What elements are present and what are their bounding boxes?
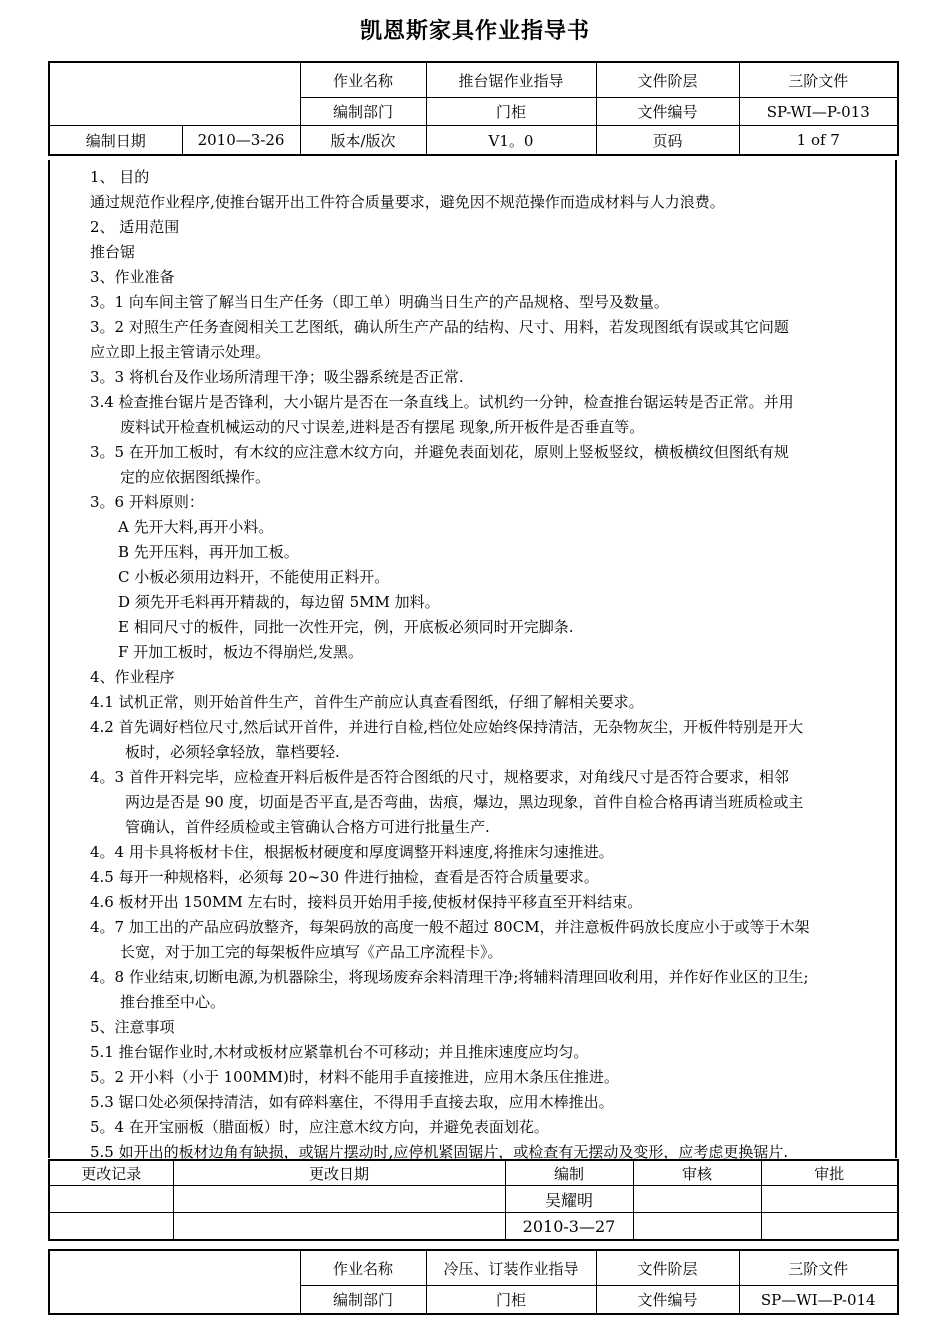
footer-file-level-label: 文件阶层 [596, 1250, 739, 1286]
body-line: 通过规范作业程序,使推台锯开出工件符合质量要求，避免因不规范操作而造成材料与人力浪费。 [90, 193, 725, 211]
body-line: D 须先开毛料再开精裁的，每边留 5MM 加料。 [118, 593, 440, 611]
date-value: 2010—3-26 [182, 126, 300, 156]
dept-label: 编制部门 [300, 98, 426, 126]
body-line: 3。1 向车间主管了解当日生产任务（即工单）明确当日生产的产品规格、型号及数量。 [90, 293, 669, 311]
body-line: 3。2 对照生产任务查阅相关工艺图纸，确认所生产产品的结构、尺寸、用料，若发现图纸有误或其它问题 [90, 318, 789, 336]
approve-cell [761, 1213, 898, 1241]
body-line: E 相同尺寸的板件，同批一次性开完，例，开底板必须同时开完脚条. [118, 618, 574, 636]
body-line: 5.1 推台锯作业时,木材或板材应紧靠机台不可移动；并且推床速度应均匀。 [90, 1043, 589, 1061]
footer-dept-label: 编制部门 [300, 1286, 426, 1315]
approve-label: 审批 [761, 1160, 898, 1186]
footer-blank-cell [49, 1250, 300, 1314]
body-line: 4、作业程序 [90, 668, 175, 686]
body-line: 4.6 板材开出 150MM 左右时，接料员开始用手接,使板材保持平移直至开料结束。 [90, 893, 643, 911]
change-date-label: 更改日期 [173, 1160, 505, 1186]
body-line: 4。4 用卡具将板材卡住，根据板材硬度和厚度调整开料速度,将推床匀速推进。 [90, 843, 614, 861]
page-label: 页码 [596, 126, 739, 156]
body-line: 4。7 加工出的产品应码放整齐，每架码放的高度一般不超过 80CM，并注意板件码放长度应小于或等于木架 [90, 918, 810, 936]
date-label: 编制日期 [49, 126, 182, 156]
change-date-cell [173, 1213, 505, 1241]
document-title: 凯恩斯家具作业指导书 [359, 19, 590, 44]
body-line: 3.4 检查推台锯片是否锋利，大小锯片是否在一条直线上。试机约一分钟，检查推台锯运转是否正常。并用 [90, 393, 794, 411]
body-line: 5.5 如开出的板材边角有缺损，或锯片摆动时,应停机紧固锯片，或检查有无摆动及变形，应考虑更换锯片. [90, 1143, 789, 1161]
change-record-cell [49, 1213, 173, 1241]
body-line: B 先开压料，再开加工板。 [118, 543, 299, 561]
change-record-table [48, 1159, 899, 1241]
body-line: 3。6 开料原则： [90, 493, 204, 511]
prepared-by: 吴耀明 [505, 1186, 633, 1213]
version-label: 版本/版次 [300, 126, 426, 156]
body-line: 定的应依据图纸操作。 [120, 468, 271, 486]
body-line: 推台推至中心。 [120, 993, 226, 1011]
page-value: 1 of 7 [739, 126, 898, 156]
footer-job-name-label: 作业名称 [300, 1250, 426, 1286]
body-line: 1、 目的 [90, 168, 150, 186]
review-cell [633, 1213, 761, 1241]
body-line: 4。8 作业结束,切断电源,为机器除尘，将现场废弃余料清理干净;将辅料清理回收利用，并作好作业区的卫生; [90, 968, 809, 986]
body-line: 4.2 首先调好档位尺寸,然后试开首件，并进行自检,档位处应始终保持清洁，无杂物灰尘，开板件特别是开大 [90, 718, 804, 736]
instruction-body [48, 160, 897, 1161]
change-record-cell [49, 1186, 173, 1213]
body-line: 板时，必须轻拿轻放，靠档要轻. [125, 743, 340, 761]
body-line: 3。5 在开加工板时，有木纹的应注意木纹方向，并避免表面划花，原则上竖板竖纹，横板横纹但图纸有规 [90, 443, 789, 461]
file-number-label: 文件编号 [596, 98, 739, 126]
body-line: 废料试开检查机械运动的尺寸误差,进料是否有摆尾 现象,所开板件是否垂直等。 [120, 418, 645, 436]
version-value: V1。0 [426, 126, 596, 156]
prepared-label: 编制 [505, 1160, 633, 1186]
job-name-value: 推台锯作业指导 [426, 62, 596, 98]
body-line: 3、作业准备 [90, 268, 175, 286]
body-line: 管确认，首件经质检或主管确认合格方可进行批量生产. [125, 818, 490, 836]
change-date-cell [173, 1186, 505, 1213]
change-record-label: 更改记录 [49, 1160, 173, 1186]
footer-dept-value: 门柜 [426, 1286, 596, 1315]
header-blank-cell [49, 62, 300, 126]
body-line: 4。3 首件开料完毕，应检查开料后板件是否符合图纸的尺寸，规格要求，对角线尺寸是否符合要求，相邻 [90, 768, 789, 786]
footer-job-name-value: 冷压、订装作业指导 [426, 1250, 596, 1286]
body-line: 5。2 开小料（小于 100MM)时，材料不能用手直接推进，应用木条压住推进。 [90, 1068, 619, 1086]
body-line: A 先开大料,再开小料。 [118, 518, 274, 536]
body-line: C 小板必须用边料开，不能使用正料开。 [118, 568, 390, 586]
body-line: 4.5 每开一种规格料，必须每 20~30 件进行抽检，查看是否符合质量要求。 [90, 868, 599, 886]
body-line: 推台锯 [90, 243, 136, 261]
dept-value: 门柜 [426, 98, 596, 126]
body-line: 4.1 试机正常，则开始首件生产，首件生产前应认真查看图纸，仔细了解相关要求。 [90, 693, 644, 711]
review-label: 审核 [633, 1160, 761, 1186]
body-line: 5、注意事项 [90, 1018, 175, 1036]
body-line: 应立即上报主管请示处理。 [90, 343, 271, 361]
body-line: 长宽，对于加工完的每架板件应填写《产品工序流程卡》。 [120, 943, 503, 961]
review-cell [633, 1186, 761, 1213]
footer-file-number-label: 文件编号 [596, 1286, 739, 1315]
body-line: 5。4 在开宝丽板（腊面板）时，应注意木纹方向，并避免表面划花。 [90, 1118, 549, 1136]
footer-file-number-value: SP—WI—P-014 [739, 1286, 898, 1315]
job-name-label: 作业名称 [300, 62, 426, 98]
file-number-value: SP-WI—P-013 [739, 98, 898, 126]
file-level-label: 文件阶层 [596, 62, 739, 98]
body-line: 2、 适用范围 [90, 218, 180, 236]
body-line: 5.3 锯口处必须保持清洁，如有碎料塞住，不得用手直接去取，应用木棒推出。 [90, 1093, 614, 1111]
file-level-value: 三阶文件 [739, 62, 898, 98]
body-line: 两边是否是 90 度，切面是否平直,是否弯曲，齿痕，爆边，黑边现象，首件自检合格再请当班质检或主 [125, 793, 804, 811]
approve-cell [761, 1186, 898, 1213]
body-line: F 开加工板时，板边不得崩烂,发黑。 [118, 643, 363, 661]
prepared-date: 2010-3—27 [505, 1213, 633, 1241]
body-line: 3。3 将机台及作业场所清理干净；吸尘器系统是否正常. [90, 368, 464, 386]
next-page-header-table [48, 1249, 899, 1315]
footer-file-level-value: 三阶文件 [739, 1250, 898, 1286]
header-table [48, 61, 899, 156]
